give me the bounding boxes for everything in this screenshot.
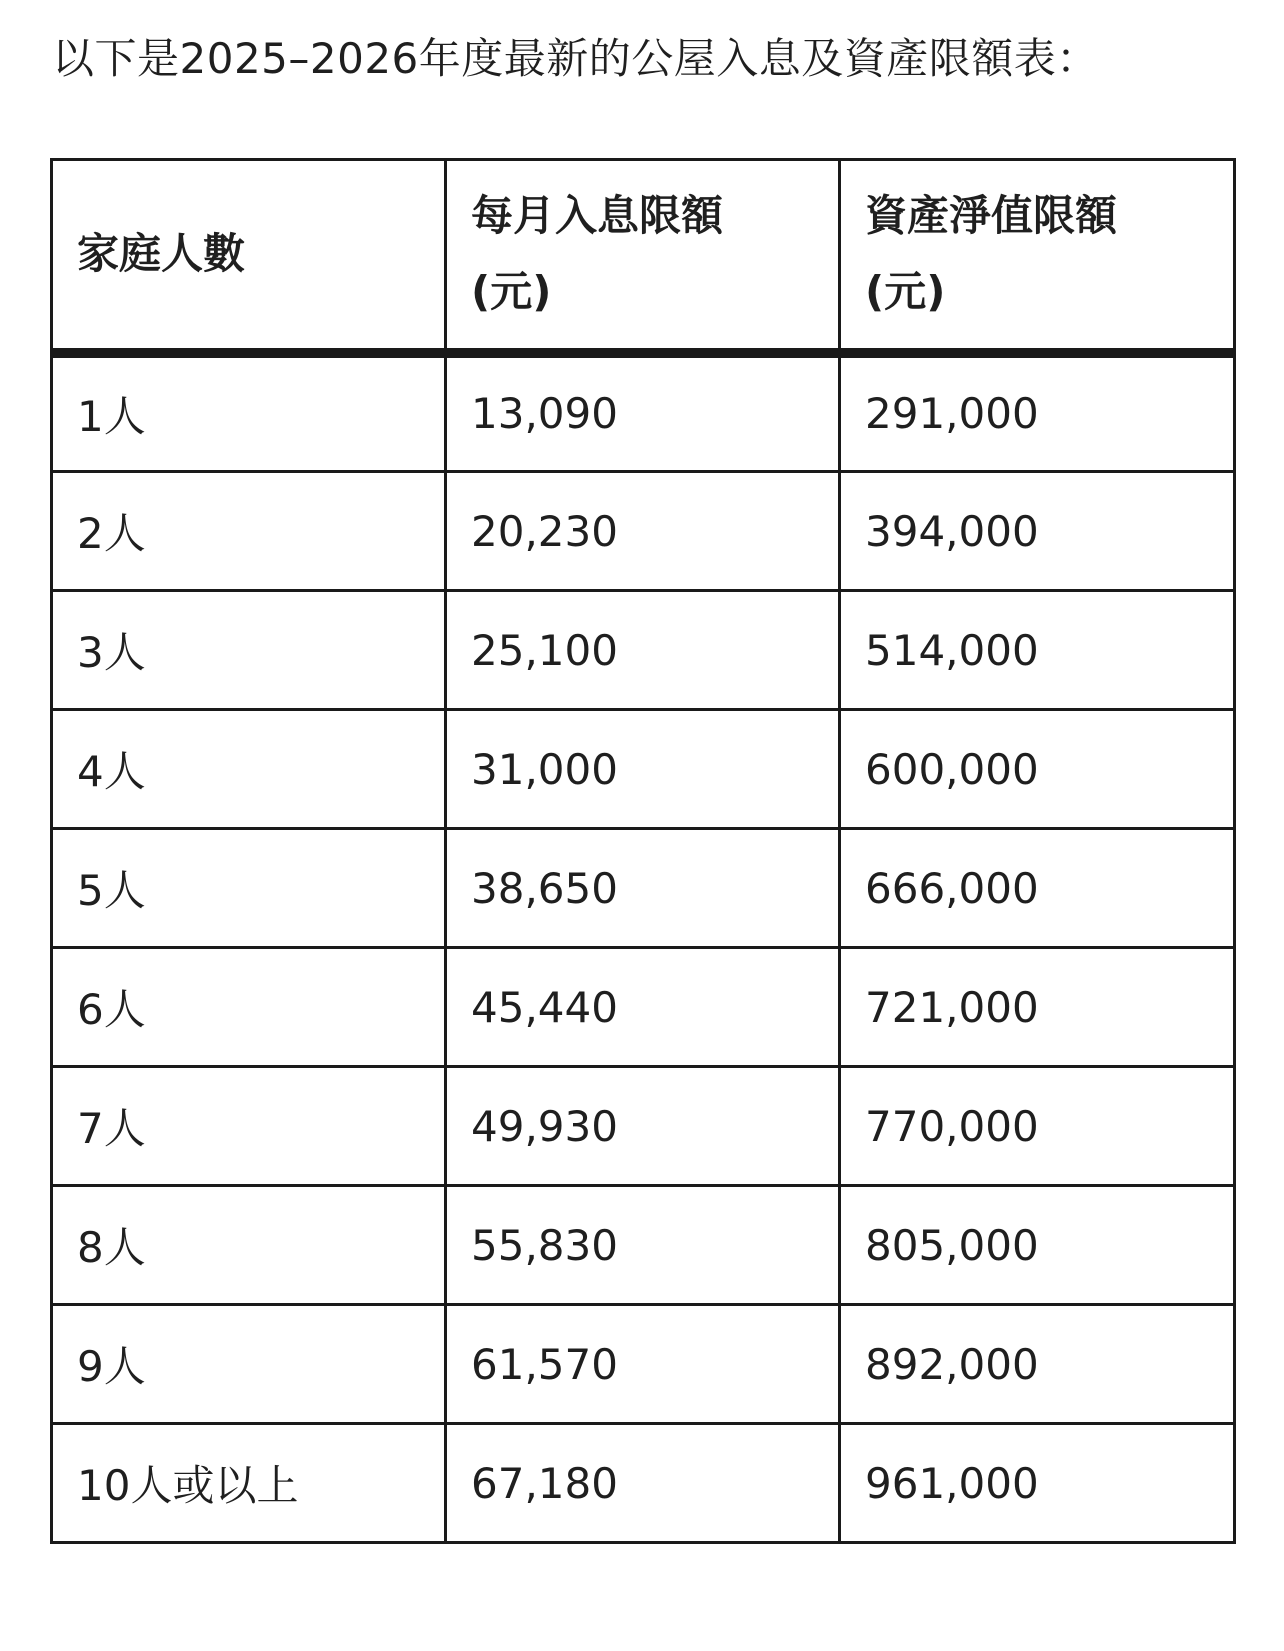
table-row <box>52 472 1235 591</box>
cell-income: 61,570 <box>446 1305 840 1424</box>
cell-assets: 721,000 <box>840 948 1235 1067</box>
cell-income: 49,930 <box>446 1067 840 1186</box>
table-row <box>52 353 1235 472</box>
cell-assets: 770,000 <box>840 1067 1235 1186</box>
cell-household: 5人 <box>52 829 446 948</box>
cell-assets: 961,000 <box>840 1424 1235 1543</box>
table-header-row <box>52 160 1235 353</box>
cell-income: 67,180 <box>446 1424 840 1543</box>
cell-household: 6人 <box>52 948 446 1067</box>
cell-household: 10人或以上 <box>52 1424 446 1543</box>
table-row <box>52 1186 1235 1305</box>
cell-assets: 291,000 <box>840 353 1235 472</box>
cell-household: 3人 <box>52 591 446 710</box>
table-row <box>52 948 1235 1067</box>
cell-household: 9人 <box>52 1305 446 1424</box>
cell-household: 8人 <box>52 1186 446 1305</box>
header-monthly-income-limit: 每月入息限額 (元) <box>446 160 840 353</box>
cell-assets: 514,000 <box>840 591 1235 710</box>
cell-income: 13,090 <box>446 353 840 472</box>
cell-income: 25,100 <box>446 591 840 710</box>
cell-income: 45,440 <box>446 948 840 1067</box>
cell-income: 31,000 <box>446 710 840 829</box>
cell-household: 7人 <box>52 1067 446 1186</box>
header-household-size: 家庭人數 <box>52 160 446 353</box>
table-row <box>52 1424 1235 1543</box>
cell-assets: 892,000 <box>840 1305 1235 1424</box>
cell-income: 20,230 <box>446 472 840 591</box>
cell-income: 55,830 <box>446 1186 840 1305</box>
table-row <box>52 710 1235 829</box>
cell-assets: 805,000 <box>840 1186 1235 1305</box>
table-row <box>52 829 1235 948</box>
cell-income: 38,650 <box>446 829 840 948</box>
cell-household: 2人 <box>52 472 446 591</box>
cell-assets: 666,000 <box>840 829 1235 948</box>
cell-assets: 600,000 <box>840 710 1235 829</box>
table-row <box>52 1067 1235 1186</box>
cell-household: 4人 <box>52 710 446 829</box>
income-asset-limits-table <box>50 158 1236 1544</box>
cell-household: 1人 <box>52 353 446 472</box>
cell-assets: 394,000 <box>840 472 1235 591</box>
table-row <box>52 591 1235 710</box>
intro-text: 以下是2025–2026年度最新的公屋入息及資產限額表： <box>52 34 1099 83</box>
header-net-asset-limit: 資產淨值限額 (元) <box>840 160 1235 353</box>
table-row <box>52 1305 1235 1424</box>
